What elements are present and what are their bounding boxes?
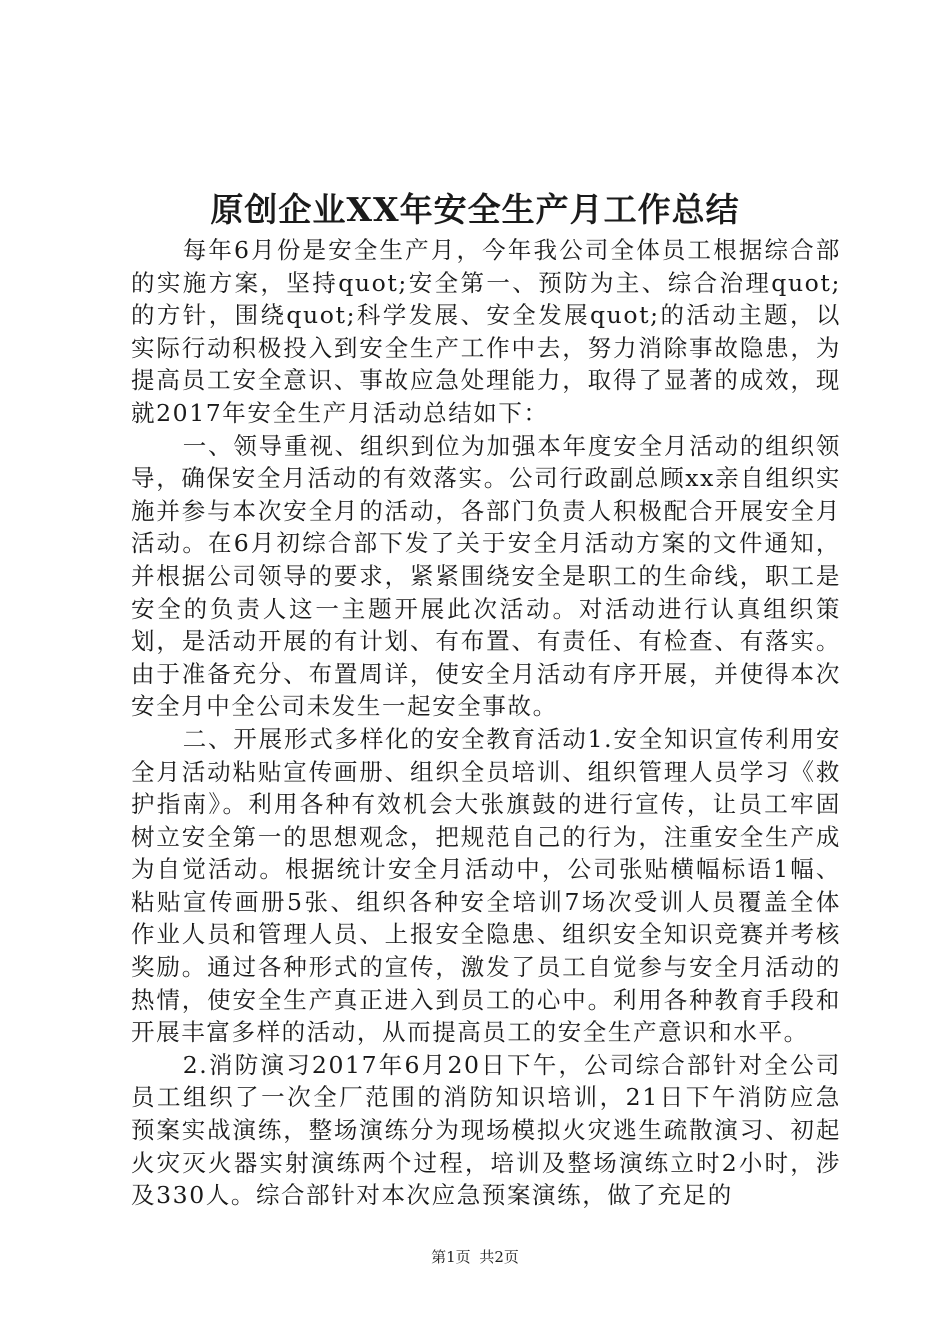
document-title: 原创企业XX年安全生产月工作总结 [210, 190, 740, 229]
paragraph-section-2: 二、开展形式多样化的安全教育活动1.安全知识宣传利用安全月活动粘贴宣传画册、组织全员培训、组织管理人员学习《救护指南》。利用各种有效机会大张旗鼓的进行宣传，让员工牢固树立安全第一的思想观念，把规范自己的行为，注重安全生产成为自觉活动。根据统计安全月活动中，公司张贴横幅标语1幅、粘贴宣传画册5张、组织各种安全培训7场次受训人员覆盖全体作业人员和管理人员、上报安全隐患、组织安全知识竞赛并考核奖励。通过各种形式的宣传，激发了员工自觉参与安全月活动的热情，使安全生产真正进入到员工的心中。利用各种教育手段和开展丰富多样的活动，从而提高员工的安全生产意识和水平。 [131, 724, 841, 1047]
page-footer [0, 1247, 950, 1267]
paragraph-intro: 每年6月份是安全生产月，今年我公司全体员工根据综合部的实施方案，坚持quot;安全第一、预防为主、综合治理quot;的方针，围绕quot;科学发展、安全发展quot;的活动主题，以实际行动积极投入到安全生产工作中去，努力消除事故隐患，为提高员工安全意识、事故应急处理能力，取得了显著的成效，现就2017年安全生产月活动总结如下： [131, 236, 841, 427]
page-number: 第1页 [431, 1248, 471, 1266]
document-body [131, 234, 841, 1212]
paragraph-section-1: 一、领导重视、组织到位为加强本年度安全月活动的组织领导，确保安全月活动的有效落实。公司行政副总顾xx亲自组织实施并参与本次安全月的活动，各部门负责人积极配合开展安全月活动。在6月初综合部下发了关于安全月活动方案的文件通知，并根据公司领导的要求，紧紧围绕安全是职工的生命线，职工是安全的负责人这一主题开展此次活动。对活动进行认真组织策划，是活动开展的有计划、有布置、有责任、有检查、有落实。由于准备充分、布置周详，使安全月活动有序开展，并使得本次安全月中全公司未发生一起安全事故。 [131, 431, 841, 721]
page-total: 共2页 [479, 1248, 519, 1266]
paragraph-fire-drill: 2.消防演习2017年6月20日下午，公司综合部针对全公司员工组织了一次全厂范围的消防知识培训，21日下午消防应急预案实战演练，整场演练分为现场模拟火灾逃生疏散演习、初起火灾灭火器实射演练两个过程，培训及整场演练立时2小时，涉及330人。综合部针对本次应急预案演练，做了充足的 [131, 1050, 841, 1210]
